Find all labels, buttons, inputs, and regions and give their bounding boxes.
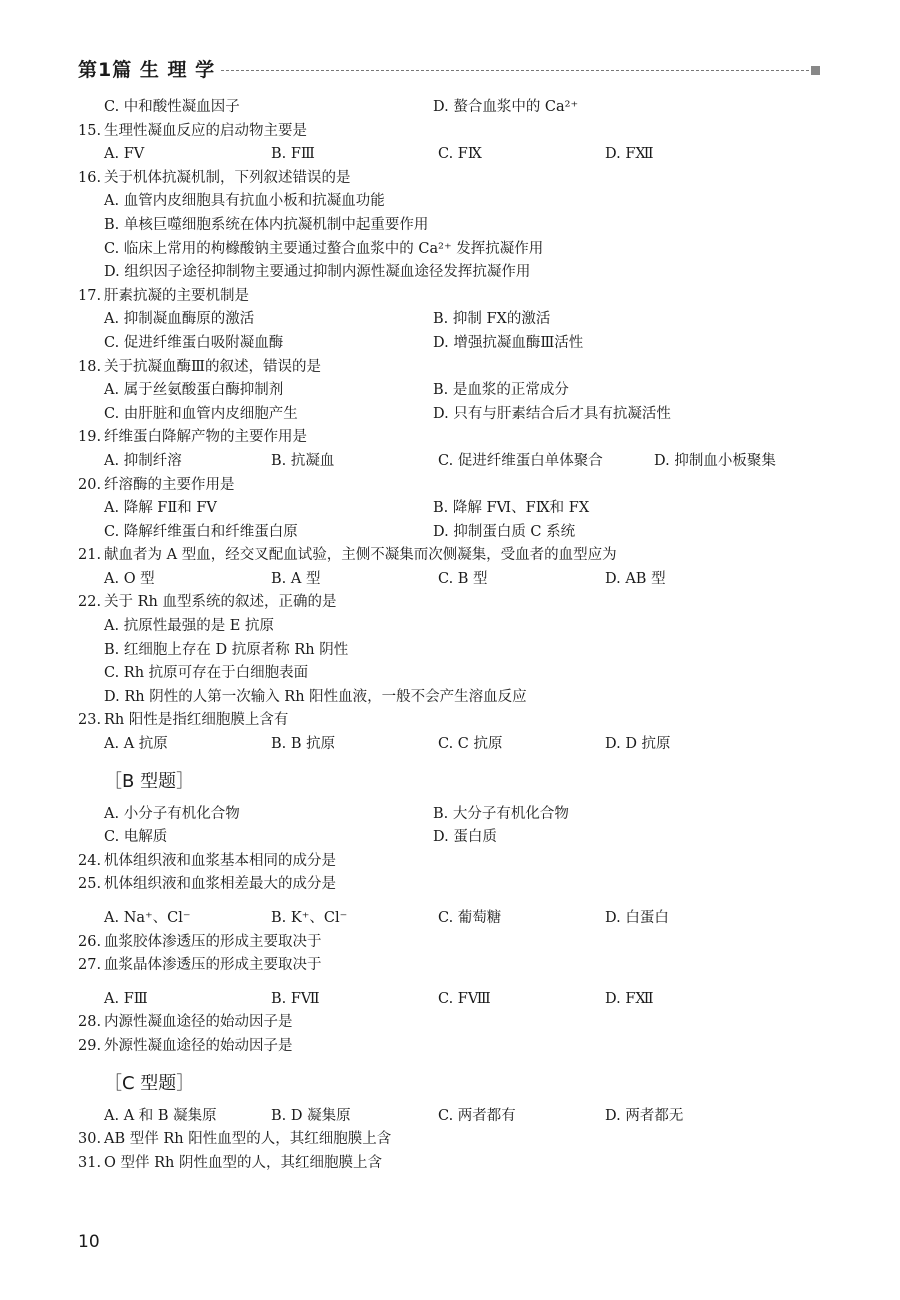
b-group3-options: A. FⅢ B. FⅦ C. FⅧ D. FⅫ [104, 990, 654, 1007]
question-19-options: A. 抑制纤溶 B. 抗凝血 C. 促进纤维蛋白单体聚合 D. 抑制血小板聚集 [104, 452, 776, 469]
question-16-option-b: B. 单核巨噬细胞系统在体内抗凝机制中起重要作用 [104, 216, 429, 233]
question-16-option-d: D. 组织因子途径抑制物主要通过抑制内源性凝血途径发挥抗凝作用 [104, 264, 531, 281]
question-21-options: A. O 型 B. A 型 C. B 型 D. AB 型 [104, 570, 666, 587]
c-group1-options: A. A 和 B 凝集原 B. D 凝集原 C. 两者都有 D. 两者都无 [104, 1107, 684, 1124]
question-17-stem: 17. 肝素抗凝的主要机制是 [78, 287, 249, 304]
question-20-options-cd: C. 降解纤维蛋白和纤维蛋白原 D. 抑制蛋白质 C 系统 [104, 523, 576, 540]
option-d: D. 螯合血浆中的 Ca²⁺ [433, 99, 579, 115]
question-18-stem: 18. 关于抗凝血酶Ⅲ的叙述，错误的是 [78, 358, 321, 375]
question-15-stem: 15. 生理性凝血反应的启动物主要是 [78, 122, 307, 139]
b-group2-options: A. Na⁺、Cl⁻ B. K⁺、Cl⁻ C. 葡萄糖 D. 白蛋白 [104, 910, 669, 926]
question-20-options-ab: A. 降解 FⅡ和 FⅤ B. 降解 FⅥ、FⅨ和 FⅩ [104, 500, 590, 517]
question-21-stem: 21. 献血者为 A 型血，经交叉配血试验，主侧不凝集而次侧凝集，受血者的血型应为 [78, 547, 617, 564]
question-15-options: A. FⅤ B. FⅢ C. FⅨ D. FⅫ [104, 146, 654, 163]
question-22-stem: 22. 关于 Rh 血型系统的叙述，正确的是 [78, 594, 337, 611]
question-20-stem: 20. 纤溶酶的主要作用是 [78, 476, 235, 493]
question-16-option-c: C. 临床上常用的枸橼酸钠主要通过螯合血浆中的 Ca²⁺ 发挥抗凝作用 [104, 240, 544, 257]
spacer [78, 897, 820, 907]
question-22-option-c: C. Rh 抗原可存在于白细胞表面 [104, 665, 309, 682]
running-header [78, 54, 820, 82]
option-c: C. 中和酸性凝血因子 [104, 99, 240, 115]
question-28-stem: 28. 内源性凝血途径的始动因子是 [78, 1014, 293, 1031]
question-16-option-a: A. 血管内皮细胞具有抗血小板和抗凝血功能 [104, 193, 385, 210]
section-heading-c: ［C 型题］ [104, 1072, 195, 1094]
page-number: 10 [78, 1232, 100, 1252]
header-square-mark [811, 66, 820, 75]
b-group1-options-cd: C. 电解质 D. 蛋白质 [104, 829, 497, 846]
b-group1-options-ab: A. 小分子有机化合物 B. 大分子有机化合物 [104, 805, 569, 822]
question-17-options-cd: C. 促进纤维蛋白吸附凝血酶 D. 增强抗凝血酶Ⅲ活性 [104, 334, 584, 351]
header-title: 第1篇 生 理 学 [78, 58, 216, 81]
spacer [78, 978, 820, 988]
question-31-stem: 31. O 型伴 Rh 阴性血型的人，其红细胞膜上含 [78, 1154, 382, 1171]
question-18-options-cd: C. 由肝脏和血管内皮细胞产生 D. 只有与肝素结合后才具有抗凝活性 [104, 405, 671, 422]
question-30-stem: 30. AB 型伴 Rh 阳性血型的人，其红细胞膜上含 [78, 1131, 392, 1148]
question-17-options-ab: A. 抑制凝血酶原的激活 B. 抑制 FⅩ的激活 [104, 311, 551, 328]
section-heading-b: ［B 型题］ [104, 770, 195, 792]
question-25-stem: 25. 机体组织液和血浆相差最大的成分是 [78, 876, 336, 893]
question-23-options: A. A 抗原 B. B 抗原 C. C 抗原 D. D 抗原 [104, 736, 671, 753]
question-16-stem: 16. 关于机体抗凝机制，下列叙述错误的是 [78, 169, 351, 186]
question-content [78, 96, 820, 1175]
option-row [78, 96, 820, 120]
question-22-option-a: A. 抗原性最强的是 E 抗原 [104, 618, 274, 635]
header-dashed-rule [221, 70, 809, 71]
question-27-stem: 27. 血浆晶体渗透压的形成主要取决于 [78, 957, 322, 974]
question-24-stem: 24. 机体组织液和血浆基本相同的成分是 [78, 852, 336, 869]
question-29-stem: 29. 外源性凝血途径的始动因子是 [78, 1037, 293, 1054]
question-18-options-ab: A. 属于丝氨酸蛋白酶抑制剂 B. 是血浆的正常成分 [104, 382, 569, 399]
question-19-stem: 19. 纤维蛋白降解产物的主要作用是 [78, 429, 307, 446]
question-22-option-d: D. Rh 阴性的人第一次输入 Rh 阳性血液，一般不会产生溶血反应 [104, 688, 527, 705]
question-26-stem: 26. 血浆胶体渗透压的形成主要取决于 [78, 933, 322, 950]
question-23-stem: 23. Rh 阳性是指红细胞膜上含有 [78, 712, 289, 729]
question-22-option-b: B. 红细胞上存在 D 抗原者称 Rh 阴性 [104, 641, 349, 658]
